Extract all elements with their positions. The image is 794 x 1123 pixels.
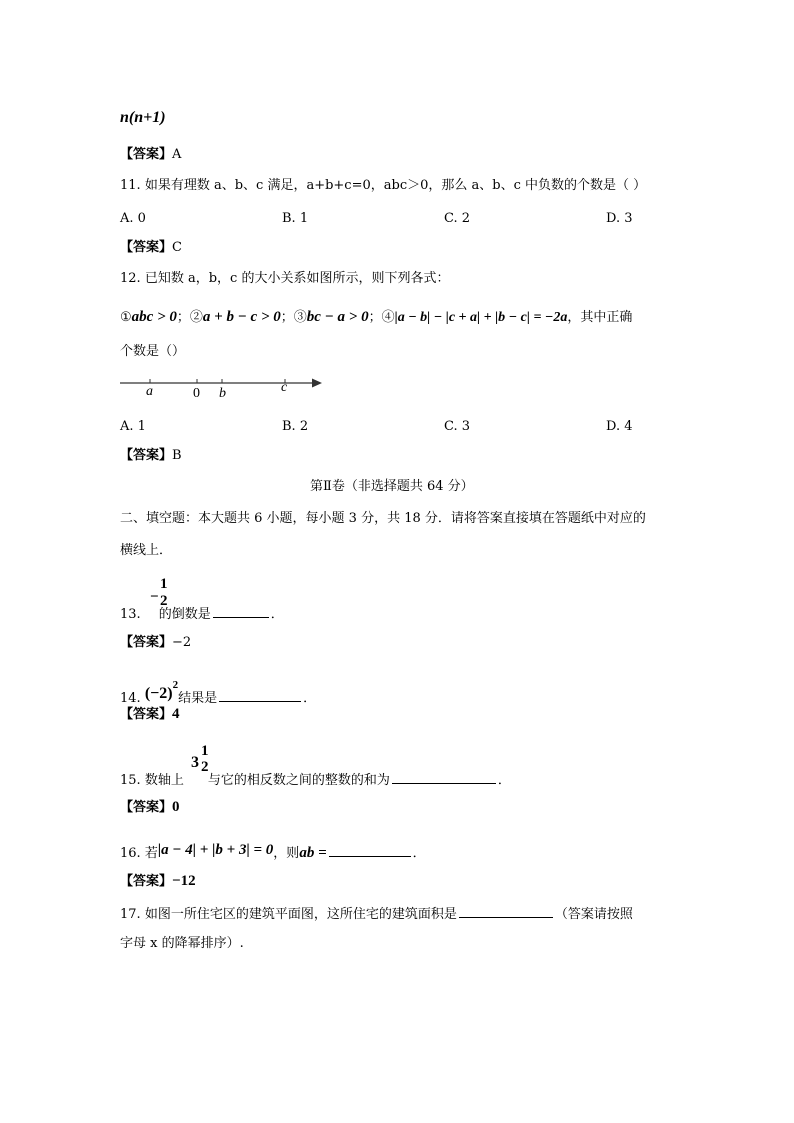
item-expr: abc > 0 <box>131 309 177 325</box>
q17-text1: 如图一所住宅区的建筑平面图，这所住宅的建筑面积是 <box>144 907 457 922</box>
q14-stem <box>120 680 316 705</box>
answer-label: 【答案】 <box>120 147 173 162</box>
item-expr: |a − b| − |c + a| + |b − c| = −2a <box>394 310 568 325</box>
q13-stem <box>120 605 284 621</box>
q12-number: 12. <box>120 271 141 286</box>
q15-whole: 3 <box>191 754 199 771</box>
q16-end: ． <box>412 846 426 861</box>
q11-answer <box>120 241 182 254</box>
section2-intro-2: 横线上． <box>120 543 173 558</box>
q17-stem <box>120 905 633 921</box>
answer-value: −12 <box>172 873 196 889</box>
item-marker: ② <box>189 310 203 325</box>
answer-label: 【答案】 <box>120 707 173 722</box>
item-marker: ① <box>120 310 132 325</box>
q17-text2: （答案请按照 <box>554 907 633 922</box>
q14-text: 结果是 <box>178 691 218 706</box>
prev-formula: n(n+1) <box>120 109 166 126</box>
answer-value: 0 <box>172 799 180 815</box>
q12-option-a: A. 1 <box>120 419 146 434</box>
q14-expr: (−2) <box>144 685 173 702</box>
label-c: c <box>281 380 288 395</box>
fraction-numerator: 1 <box>201 743 209 759</box>
q12-option-b: B. 2 <box>282 419 309 434</box>
answer-value: C <box>172 240 182 255</box>
answer-value: 4 <box>172 706 180 722</box>
q15-pre: 数轴上 <box>144 773 184 788</box>
q16-answer <box>120 874 196 889</box>
answer-blank[interactable] <box>329 844 411 857</box>
separator: ； <box>280 310 294 325</box>
answer-label: 【答案】 <box>120 874 173 889</box>
answer-value: −2 <box>172 635 192 650</box>
separator: ； <box>176 310 190 325</box>
answer-label: 【答案】 <box>120 240 173 255</box>
q12-text: 已知数 a，b，c 的大小关系如图所示，则下列各式： <box>144 271 450 286</box>
q14-exponent: 2 <box>172 679 179 691</box>
separator: ； <box>368 310 382 325</box>
answer-label: 【答案】 <box>120 800 173 815</box>
q11-text: 如果有理数 a、b、c 满足，a+b+c=0，abc＞0，那么 a、b、c 中负数的个数是（ ） <box>144 178 647 193</box>
q15-end: ． <box>497 773 511 788</box>
q15-stem <box>120 771 511 787</box>
q14-answer <box>120 707 180 722</box>
q11-stem <box>120 179 646 192</box>
q15-number: 15. <box>120 773 141 788</box>
q11-option-b: B. 1 <box>282 211 309 226</box>
fraction-denominator: 2 <box>201 758 209 775</box>
q13-answer <box>120 636 191 649</box>
q17-line2: 字母 x 的降幂排序）. <box>120 936 244 951</box>
q13-sign: − <box>150 589 159 605</box>
q11-option-d: D. 3 <box>606 211 633 226</box>
fraction-denominator: 2 <box>160 592 168 609</box>
q15-text: 与它的相反数之间的整数的和为 <box>207 773 390 788</box>
item-expr: a + b − c > 0 <box>202 309 281 325</box>
q11-option-c: C. 2 <box>444 211 471 226</box>
answer-value: B <box>172 448 182 463</box>
q12-items <box>120 310 632 325</box>
answer-label: 【答案】 <box>120 448 173 463</box>
q12-option-d: D. 4 <box>606 419 633 434</box>
q12-tail: ，其中正确 <box>567 310 633 325</box>
q13-number: 13. <box>120 607 141 622</box>
q12-option-c: C. 3 <box>444 419 471 434</box>
answer-blank[interactable] <box>392 771 496 784</box>
q16-stem <box>120 843 426 861</box>
label-a: a <box>146 384 153 399</box>
q16-expr2: ab = <box>299 845 327 861</box>
item-marker: ④ <box>381 310 395 325</box>
q12-answer <box>120 449 182 462</box>
q16-expr: |a − 4| + |b + 3| = 0 <box>157 842 274 858</box>
answer-blank[interactable] <box>219 689 301 702</box>
q16-mid: ，则 <box>273 846 300 861</box>
label-b: b <box>219 386 226 401</box>
q16-number: 16. <box>120 846 141 861</box>
label-0: 0 <box>193 386 200 401</box>
section2-intro-1: 二、填空题：本大题共 6 小题，每小题 3 分，共 18 分．请将答案直接填在答题纸中对应的 <box>120 511 646 526</box>
q11-number: 11. <box>120 178 141 193</box>
q14-end: ． <box>303 691 317 706</box>
q15-answer <box>120 800 180 815</box>
answer-label: 【答案】 <box>120 635 173 650</box>
q11-option-a: A. 0 <box>120 211 146 226</box>
q16-pre: 若 <box>144 846 158 861</box>
fraction-numerator: 1 <box>160 576 168 592</box>
q17-number: 17. <box>120 907 141 922</box>
answer-blank[interactable] <box>459 905 553 918</box>
item-expr: bc − a > 0 <box>306 309 369 325</box>
answer-value: A <box>172 147 182 162</box>
q13-text: 的倒数是 <box>158 607 211 622</box>
q12-stem <box>120 272 449 285</box>
item-marker: ③ <box>293 310 307 325</box>
q13-end: ． <box>270 607 284 622</box>
q12-line2: 个数是（） <box>120 344 186 359</box>
q10-answer <box>120 148 181 161</box>
arrow-icon <box>312 379 322 388</box>
q14-number: 14. <box>120 691 141 706</box>
section2-title: 第Ⅱ卷（非选择题共 64 分） <box>310 479 474 494</box>
answer-blank[interactable] <box>213 605 269 618</box>
